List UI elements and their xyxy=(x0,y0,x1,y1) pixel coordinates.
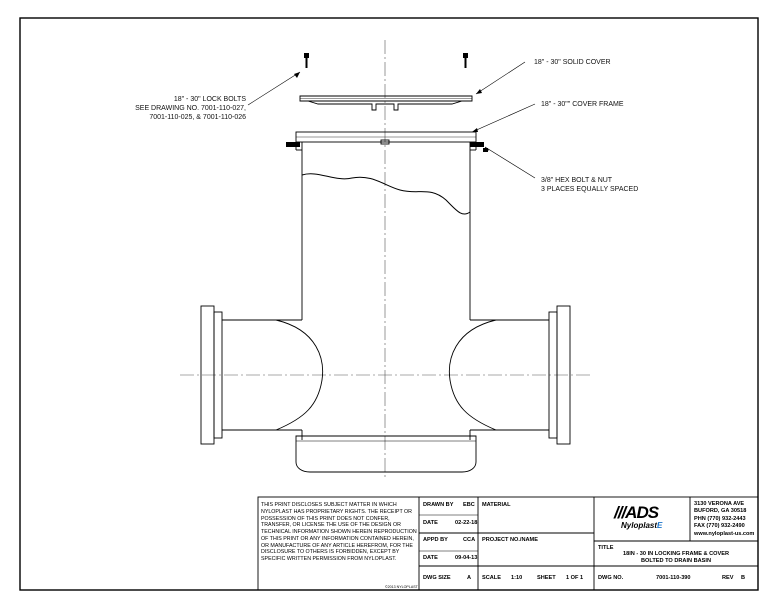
appd-by-label: APPD BY xyxy=(423,537,448,543)
lock-bolt-left xyxy=(304,53,309,68)
drawn-by-label: DRAWN BY xyxy=(423,502,454,508)
nyloplast-logo-text: Nyloplast xyxy=(621,521,658,530)
scale-label: SCALE xyxy=(482,575,501,581)
rev-value: B xyxy=(741,575,746,581)
cover-frame-callout: 18" - 30"" COVER FRAME xyxy=(541,101,624,108)
hex-bolt-callout: 3/8" HEX BOLT & NUT 3 PLACES EQUALLY SPACED xyxy=(541,177,639,193)
sheet-value: 1 OF 1 xyxy=(566,575,584,581)
drawing-title: 18IN - 30 IN LOCKING FRAME & COVER BOLTED TO DRAIN BASIN xyxy=(623,551,729,564)
company-address: 3130 VERONA AVE BUFORD, GA 30518 PHN (770) 932-2443 FAX (770) 932-2490 www.nyloplast-us.com xyxy=(694,501,755,537)
ads-logo-text: ADS xyxy=(625,503,659,522)
basin-bottom xyxy=(296,436,476,472)
leader-arrowheads xyxy=(294,72,489,152)
dwg-size-label: DWG SIZE xyxy=(423,575,451,581)
lock-bolt-right xyxy=(463,53,468,68)
ads-logo-stripes: /// xyxy=(614,503,626,522)
date1-label: DATE xyxy=(423,520,438,526)
appd-by-value: CCA xyxy=(463,537,476,543)
scale-value: 1:10 xyxy=(511,575,523,581)
sheet-label: SHEET xyxy=(537,575,556,581)
drawn-by-value: EBC xyxy=(463,502,475,508)
date2-value: 09-04-13 xyxy=(455,555,478,561)
rev-label: REV xyxy=(722,575,734,581)
ads-logo xyxy=(614,503,658,523)
nyloplast-logo-mark: E xyxy=(657,521,663,530)
cover-frame xyxy=(296,132,476,150)
solid-cover xyxy=(300,96,472,110)
copyright: ©2013 NYLOPLAST xyxy=(385,585,418,589)
lock-bolts-callout: 18" - 30" LOCK BOLTS SEE DRAWING NO. 7001-110-027, 7001-110-025, & 7001-110-026 xyxy=(135,96,246,121)
dwg-no-label: DWG NO. xyxy=(598,575,624,581)
solid-cover-callout: 18" - 30" SOLID COVER xyxy=(534,59,611,66)
date1-value: 02-22-18 xyxy=(455,520,478,526)
material-label: MATERIAL xyxy=(482,502,511,508)
riser-body xyxy=(302,142,470,440)
nyloplast-logo xyxy=(621,521,662,530)
title-label: TITLE xyxy=(598,545,614,551)
dwg-size-value: A xyxy=(467,575,472,581)
proprietary-disclaimer: THIS PRINT DISCLOSES SUBJECT MATTER IN WHICH NYLOPLAST HAS PROPRIETARY RIGHTS. THE RECEIPT OR POSSESSION OF THIS PRINT DOES NOT CONFER, TRANSFER, OR LICENSE THE USE OF THE DESIGN OR TECHNICAL INFORMATION SHOWN HEREIN REPRODUCTION OF THIS PRINT OR ANY INFORMATION CONTAINED HEREIN, OR MANUFACTURE OF ANY ARTICLE HEREFROM, FOR THE DISCLOSURE TO OTHERS IS FORBIDDEN, EXCEPT BY SPECIFIC WRITTEN PERMISSION FROM NYLOPLAST. xyxy=(261,502,417,562)
hex-bolt-left xyxy=(286,142,300,147)
date2-label: DATE xyxy=(423,555,438,561)
dwg-no-value: 7001-110-390 xyxy=(656,575,691,581)
leader-lines xyxy=(248,62,535,178)
project-label: PROJECT NO./NAME xyxy=(482,537,538,543)
